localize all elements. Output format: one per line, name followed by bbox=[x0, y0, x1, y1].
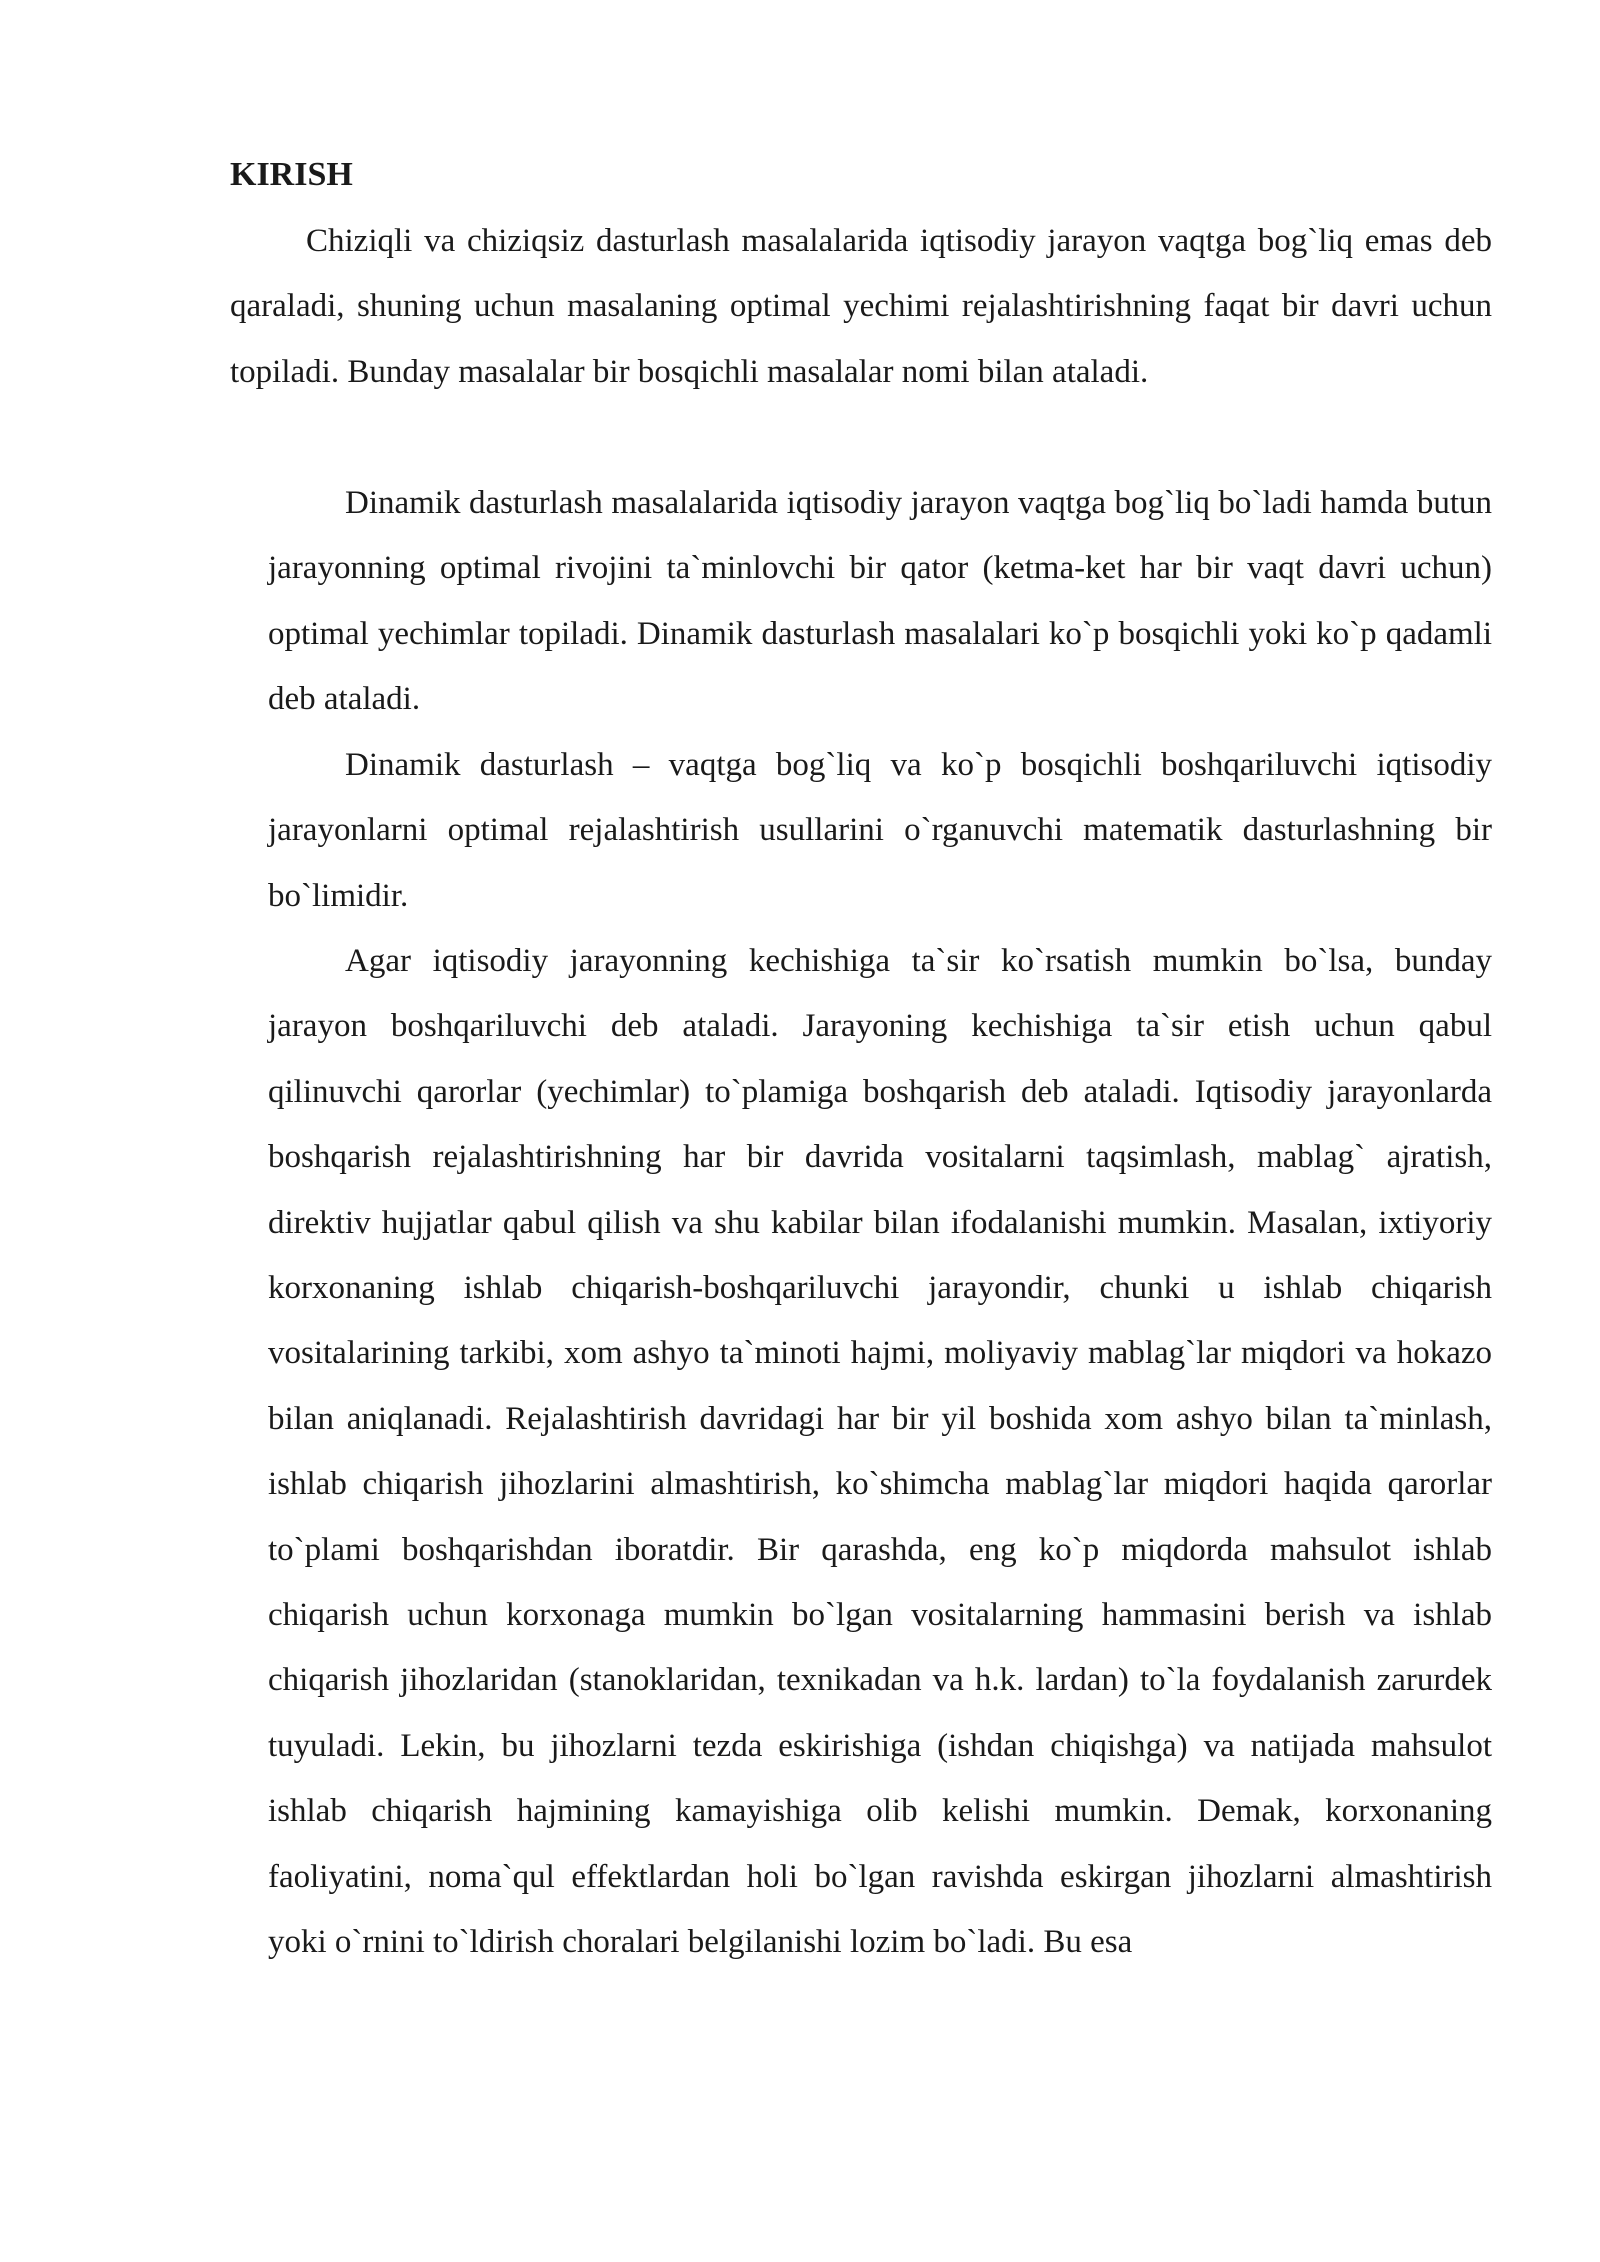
paragraph-definition: Dinamik dasturlash – vaqtga bog`liq va ko`p bosqichli boshqariluvchi iqtisodiy jarayonlarni optimal rejalashtirish usullarini o`rganuvchi matematik dasturlashning bir bo`limidir. bbox=[268, 747, 1492, 914]
section-heading: KIRISH bbox=[230, 156, 353, 193]
paragraph-dynamic-programming: Dinamik dasturlash masalalarida iqtisodiy jarayon vaqtga bog`liq bo`ladi hamda butun jarayonning optimal rivojini ta`minlovchi bir qator (ketma-ket har bir vaqt davri uchun) optimal yechimlar topiladi. Dinamik dasturlash masalalari ko`p bosqichli yoki ko`p qadamli deb ataladi. bbox=[268, 485, 1492, 718]
paragraph-controlled-process: Agar iqtisodiy jarayonning kechishiga ta`sir ko`rsatish mumkin bo`lsa, bunday jarayon boshqariluvchi deb ataladi. Jarayoning kechishiga ta`sir etish uchun qabul qilinuvchi qarorlar (yechimlar) to`plamiga boshqarish deb ataladi. Iqtisodiy jarayonlarda boshqarish rejalashtirishning har bir davrida vositalarni taqsimlash, mablag` ajratish, direktiv hujjatlar qabul qilish va shu kabilar bilan ifodalanishi mumkin. Masalan, ixtiyoriy korxonaning ishlab chiqarish-boshqariluvchi jarayondir, chunki u ishlab chiqarish vositalarining tarkibi, xom ashyo ta`minoti hajmi, moliyaviy mablag`lar miqdori va hokazo bilan aniqlanadi. Rejalashtirish davridagi har bir yil boshida xom ashyo bilan ta`minlash, ishlab chiqarish jihozlarini almashtirish, ko`shimcha mablag`lar miqdori haqida qarorlar to`plami boshqarishdan iboratdir. Bir qarashda, eng ko`p miqdorda mahsulot ishlab chiqarish uchun korxonaga mumkin bo`lgan vositalarning hammasini berish va ishlab chiqarish jihozlaridan (stanoklaridan, texnikadan va h.k. lardan) to`la foydalanish zarurdek tuyuladi. Lekin, bu jihozlarni tezda eskirishiga (ishdan chiqishga) va natijada mahsulot ishlab chiqarish hajmining kamayishiga olib kelishi mumkin. Demak, korxonaning faoliyatini, noma`qul effektlardan holi bo`lgan ravishda eskirgan jihozlarni almashtirish yoki o`rnini to`ldirish choralari belgilanishi lozim bo`ladi. Bu esa bbox=[268, 943, 1492, 1961]
paragraph-intro: Chiziqli va chiziqsiz dasturlash masalalarida iqtisodiy jarayon vaqtga bog`liq emas deb qaraladi, shuning uchun masalaning optimal yechimi rejalashtirishning faqat bir davri uchun topiladi. Bunday masalalar bir bosqichli masalalar nomi bilan ataladi. bbox=[230, 223, 1492, 390]
